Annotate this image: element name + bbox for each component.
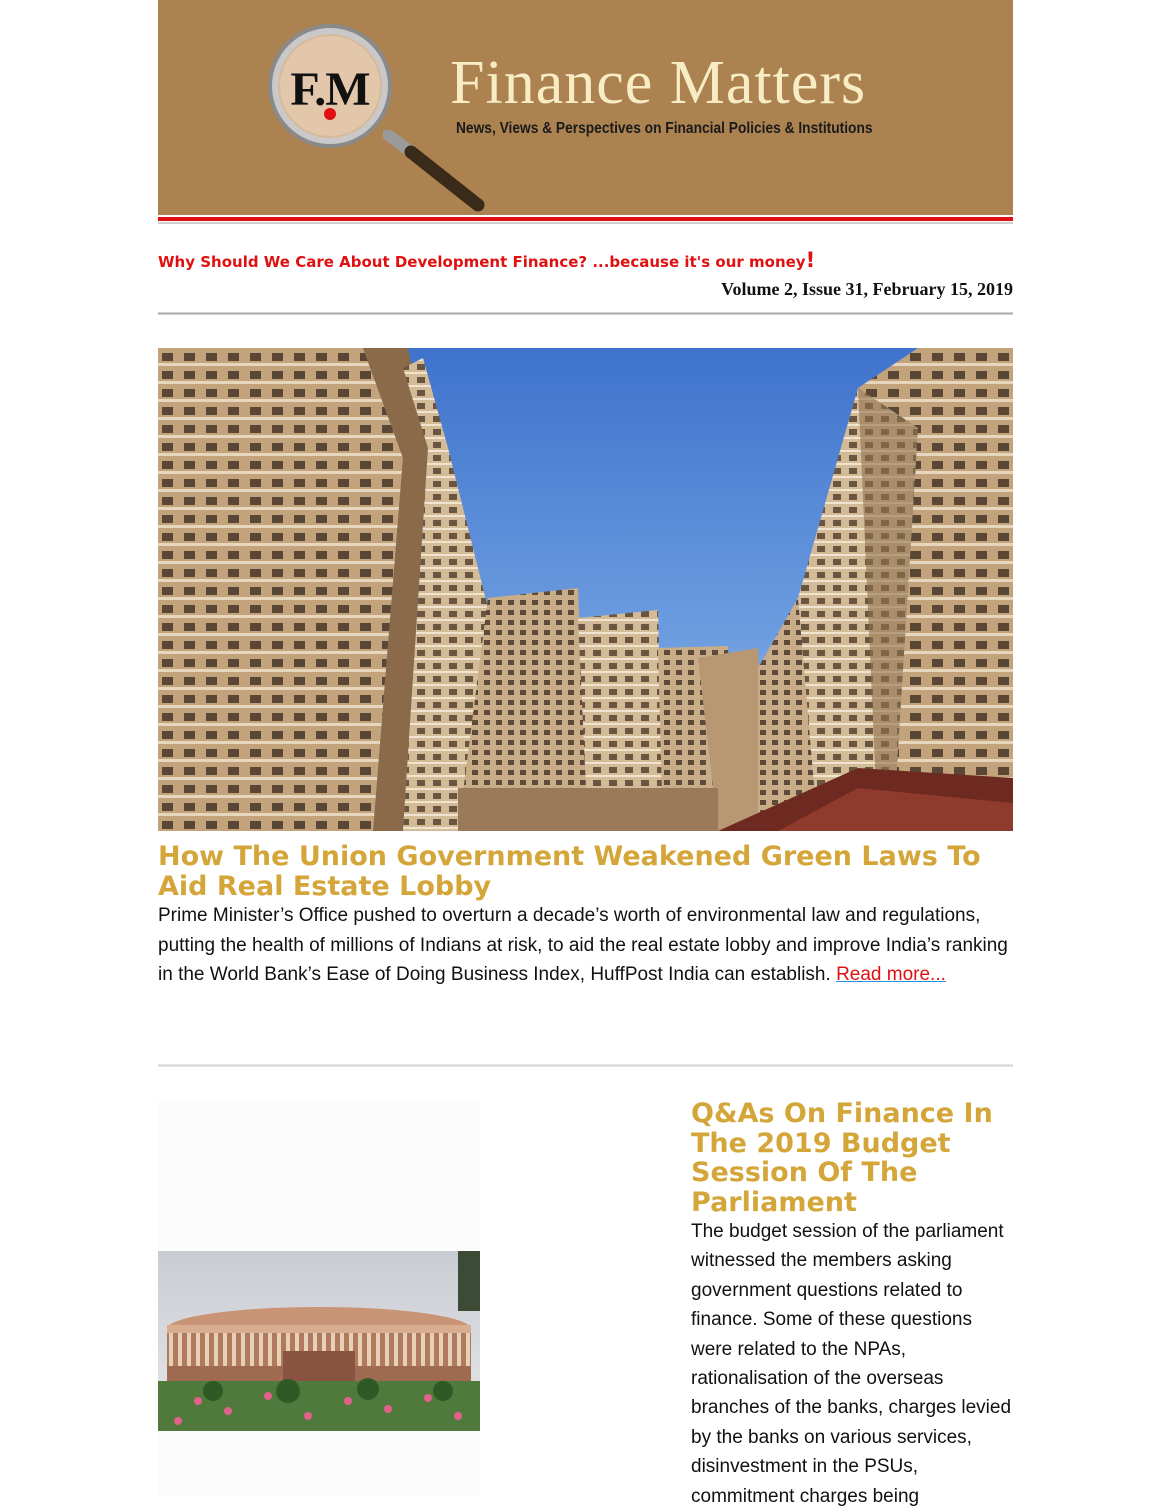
article-2-image[interactable] (158, 1251, 480, 1431)
article-2-body: The budget session of the parliament witnessed the members asking government questions related to finance. Some of these questions were related to the NPAs, rationalisation of the overseas branches of the banks, charges levied by the banks on various services, disinvestment in the PSUs, commitment charges being (691, 1221, 1012, 1507)
tagline-text: Why Should We Care About Development Finance? ...because it's our money (158, 253, 806, 271)
article-2-title[interactable]: Q&As On Finance In The 2019 Budget Session Of The Parliament (691, 1098, 993, 1218)
header-banner (158, 0, 1013, 215)
tagline (158, 248, 815, 272)
read-more-link[interactable]: Read more... (836, 964, 946, 985)
article-1-image[interactable] (158, 348, 1013, 831)
brand-subtitle: News, Views & Perspectives on Financial Policies & Institutions (456, 120, 873, 137)
banner-divider (158, 215, 1013, 225)
issue-line: Volume 2, Issue 31, February 15, 2019 (721, 279, 1013, 299)
divider (158, 312, 1013, 315)
article-1-body (158, 901, 1013, 990)
brand-title: Finance Matters (450, 49, 867, 117)
article-1-text: Prime Minister’s Office pushed to overturn a decade’s worth of environmental law and regulations, putting the health of millions of Indians at risk, to aid the real estate lobby and improve India’s ranking in the World Bank’s Ease of Doing Business Index, HuffPost India can establish. (158, 905, 1008, 985)
logo-text: F.M (290, 63, 370, 116)
magnifier-handle (383, 130, 493, 215)
tagline-exclaim: ! (805, 248, 816, 272)
divider (158, 1064, 1013, 1067)
article-1-title[interactable]: How The Union Government Weakened Green Laws To Aid Real Estate Lobby (158, 841, 981, 902)
